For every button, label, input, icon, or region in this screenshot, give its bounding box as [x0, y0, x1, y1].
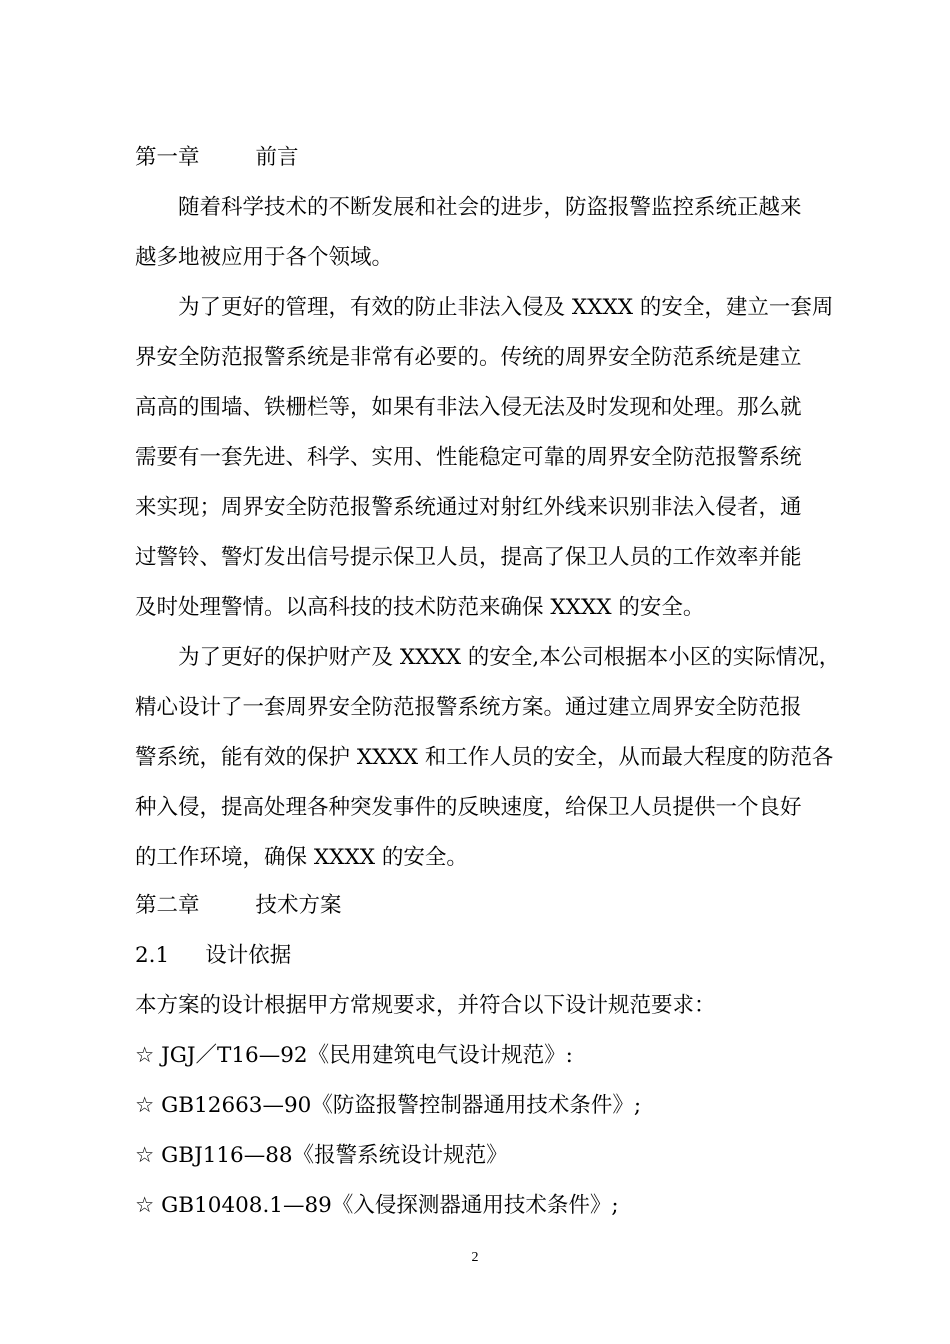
standard-item: ☆ GB12663—90《防盗报警控制器通用技术条件》;: [135, 1093, 642, 1118]
paragraph-3-line-5: 的工作环境，确保 XXXX 的安全。: [135, 845, 468, 870]
paragraph-2-line-3: 高高的围墙、铁栅栏等，如果有非法入侵无法及时发现和处理。那么就: [135, 395, 802, 420]
chapter-2-title: 技术方案: [255, 893, 342, 918]
paragraph-2-line-2: 界安全防范报警系统是非常有必要的。传统的周界安全防范系统是建立: [135, 345, 802, 370]
chapter-1-heading: [135, 143, 835, 173]
section-2-1-heading: [135, 941, 835, 971]
section-2-1-title: 设计依据: [205, 943, 292, 968]
paragraph-3-line-3: 警系统，能有效的保护 XXXX 和工作人员的安全，从而最大程度的防范各: [135, 745, 834, 770]
standard-item: ☆ JGJ／T16—92《民用建筑电气设计规范》:: [135, 1043, 573, 1068]
standard-item: ☆ GBJ116—88《报警系统设计规范》: [135, 1143, 508, 1168]
section-2-1-number: 2.1: [135, 943, 170, 968]
chapter-2-heading: [135, 891, 835, 921]
paragraph-2-line-6: 过警铃、警灯发出信号提示保卫人员，提高了保卫人员的工作效率并能: [135, 545, 802, 570]
page-number: 2: [471, 1250, 479, 1265]
standard-item: ☆ GB10408.1—89《入侵探测器通用技术条件》;: [135, 1193, 619, 1218]
paragraph-2-line-5: 来实现；周界安全防范报警系统通过对射红外线来识别非法入侵者，通: [135, 495, 802, 520]
paragraph-2-line-1: 为了更好的管理，有效的防止非法入侵及 XXXX 的安全，建立一套周: [178, 295, 834, 320]
paragraph-1-line-2: 越多地被应用于各个领域。: [135, 245, 394, 270]
paragraph-2-line-4: 需要有一套先进、科学、实用、性能稳定可靠的周界安全防范报警系统: [135, 445, 802, 470]
paragraph-3-line-2: 精心设计了一套周界安全防范报警系统方案。通过建立周界安全防范报: [135, 695, 802, 720]
chapter-2-number: 第二章: [135, 893, 200, 918]
chapter-1-title: 前言: [255, 145, 299, 170]
design-basis-intro: 本方案的设计根据甲方常规要求，并符合以下设计规范要求：: [135, 993, 716, 1018]
chapter-1-number: 第一章: [135, 145, 200, 170]
paragraph-3-line-4: 种入侵，提高处理各种突发事件的反映速度，给保卫人员提供一个良好: [135, 795, 802, 820]
paragraph-3-line-1: 为了更好的保护财产及 XXXX 的安全,本公司根据本小区的实际情况，: [178, 645, 841, 670]
paragraph-1-line-1: 随着科学技术的不断发展和社会的进步，防盗报警监控系统正越来: [178, 195, 802, 220]
paragraph-2-line-7: 及时处理警情。以高科技的技术防范来确保 XXXX 的安全。: [135, 595, 705, 620]
